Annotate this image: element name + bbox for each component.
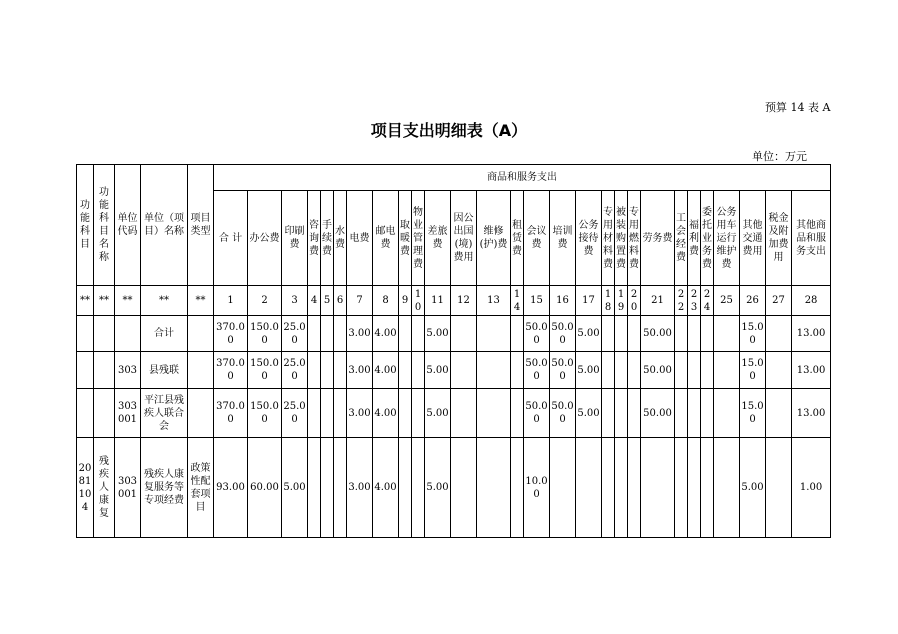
seq-col-19: 19 xyxy=(615,286,628,316)
value-cell-col-7: 3.00 xyxy=(347,352,373,389)
value-cell-col-17: 5.00 xyxy=(576,352,602,389)
seq-col-1: 1 xyxy=(214,286,248,316)
value-cell-col-26: 5.00 xyxy=(740,438,766,538)
header-unit-code: 单位代码 xyxy=(115,165,141,286)
value-cell-col-3: 5.00 xyxy=(282,438,308,538)
value-cell-col-13 xyxy=(477,389,511,438)
value-cell-col-7: 3.00 xyxy=(347,316,373,352)
seq-col-24: 24 xyxy=(701,286,714,316)
header-func-code: 功能科目 xyxy=(77,165,94,286)
value-cell-col-5 xyxy=(321,352,334,389)
column-header-24: 委托业务费 xyxy=(701,191,714,286)
column-header-26: 其他交通费用 xyxy=(740,191,766,286)
page-title: 项目支出明细表（A） xyxy=(370,121,528,140)
value-cell-col-3: 25.00 xyxy=(282,389,308,438)
value-cell-col-18 xyxy=(602,316,615,352)
value-cell-col-26: 15.00 xyxy=(740,389,766,438)
value-cell-col-13 xyxy=(477,316,511,352)
unit-label: 单位：万元 xyxy=(752,150,807,163)
value-cell-col-18 xyxy=(602,389,615,438)
value-cell-col-2: 150.00 xyxy=(248,389,282,438)
value-cell-col-22 xyxy=(675,389,688,438)
value-cell-col-27 xyxy=(766,438,792,538)
func-name-cell xyxy=(94,389,115,438)
value-cell-col-21: 50.00 xyxy=(641,316,675,352)
seq-col-15: 15 xyxy=(524,286,550,316)
value-cell-col-27 xyxy=(766,316,792,352)
column-header-28: 其他商品和服务支出 xyxy=(792,191,831,286)
column-header-7: 电费 xyxy=(347,191,373,286)
unit-code-cell: 303001 xyxy=(115,389,141,438)
value-cell-col-25 xyxy=(714,438,740,538)
column-header-22: 工会经费 xyxy=(675,191,688,286)
value-cell-col-2: 150.00 xyxy=(248,316,282,352)
column-header-10: 物业管理费 xyxy=(412,191,425,286)
value-cell-col-2: 60.00 xyxy=(248,438,282,538)
value-cell-col-6 xyxy=(334,389,347,438)
seq-col-20: 20 xyxy=(628,286,641,316)
column-header-15: 会议费 xyxy=(524,191,550,286)
table-number-label: 预算 14 表 A xyxy=(765,101,831,114)
value-cell-col-12 xyxy=(451,316,477,352)
value-cell-col-28: 1.00 xyxy=(792,438,831,538)
value-cell-col-6 xyxy=(334,352,347,389)
column-header-23: 福利费 xyxy=(688,191,701,286)
value-cell-col-24 xyxy=(701,316,714,352)
value-cell-col-25 xyxy=(714,316,740,352)
value-cell-col-20 xyxy=(628,316,641,352)
project-type-cell xyxy=(188,316,214,352)
column-header-8: 邮电费 xyxy=(373,191,399,286)
unit-name-cell: 合计 xyxy=(141,316,188,352)
seq-left-4: ** xyxy=(141,286,188,316)
value-cell-col-23 xyxy=(688,352,701,389)
project-type-cell: 政策性配套项目 xyxy=(188,438,214,538)
value-cell-col-12 xyxy=(451,352,477,389)
seq-col-12: 12 xyxy=(451,286,477,316)
value-cell-col-1: 370.00 xyxy=(214,316,248,352)
value-cell-col-11: 5.00 xyxy=(425,389,451,438)
value-cell-col-12 xyxy=(451,389,477,438)
column-header-4: 咨询费 xyxy=(308,191,321,286)
seq-col-28: 28 xyxy=(792,286,831,316)
value-cell-col-21 xyxy=(641,438,675,538)
value-cell-col-1: 370.00 xyxy=(214,352,248,389)
value-cell-col-21: 50.00 xyxy=(641,352,675,389)
header-unit-name: 单位（项目）名称 xyxy=(141,165,188,286)
value-cell-col-4 xyxy=(308,316,321,352)
table-row xyxy=(77,316,831,352)
value-cell-col-26: 15.00 xyxy=(740,316,766,352)
seq-col-9: 9 xyxy=(399,286,412,316)
seq-col-8: 8 xyxy=(373,286,399,316)
value-cell-col-24 xyxy=(701,389,714,438)
value-cell-col-23 xyxy=(688,389,701,438)
unit-code-cell: 303 xyxy=(115,352,141,389)
func-code-cell xyxy=(77,389,94,438)
seq-left-3: ** xyxy=(115,286,141,316)
value-cell-col-5 xyxy=(321,438,334,538)
value-cell-col-14 xyxy=(511,438,524,538)
value-cell-col-15: 50.00 xyxy=(524,352,550,389)
column-header-2: 办公费 xyxy=(248,191,282,286)
func-name-cell xyxy=(94,316,115,352)
value-cell-col-28: 13.00 xyxy=(792,316,831,352)
value-cell-col-15: 10.00 xyxy=(524,438,550,538)
column-header-18: 专用材料费 xyxy=(602,191,615,286)
unit-name-cell: 平江县残疾人联合会 xyxy=(141,389,188,438)
func-name-cell xyxy=(94,352,115,389)
header-project-type: 项目类型 xyxy=(188,165,214,286)
value-cell-col-17: 5.00 xyxy=(576,316,602,352)
table-row xyxy=(77,352,831,389)
column-header-13: 维修(护)费 xyxy=(477,191,511,286)
value-cell-col-20 xyxy=(628,352,641,389)
column-header-12: 因公出国(境)费用 xyxy=(451,191,477,286)
value-cell-col-19 xyxy=(615,352,628,389)
seq-left-1: ** xyxy=(77,286,94,316)
column-header-11: 差旅费 xyxy=(425,191,451,286)
func-name-cell: 残疾人康复 xyxy=(94,438,115,538)
value-cell-col-11: 5.00 xyxy=(425,316,451,352)
value-cell-col-1: 370.00 xyxy=(214,389,248,438)
value-cell-col-18 xyxy=(602,438,615,538)
seq-col-7: 7 xyxy=(347,286,373,316)
header-goods-services-group: 商品和服务支出 xyxy=(214,165,831,191)
value-cell-col-27 xyxy=(766,352,792,389)
value-cell-col-15: 50.00 xyxy=(524,389,550,438)
value-cell-col-3: 25.00 xyxy=(282,352,308,389)
func-code-cell xyxy=(77,316,94,352)
expenditure-table xyxy=(76,164,831,538)
value-cell-col-12 xyxy=(451,438,477,538)
value-cell-col-24 xyxy=(701,352,714,389)
value-cell-col-11: 5.00 xyxy=(425,352,451,389)
value-cell-col-23 xyxy=(688,316,701,352)
seq-col-16: 16 xyxy=(550,286,576,316)
value-cell-col-20 xyxy=(628,389,641,438)
value-cell-col-8: 4.00 xyxy=(373,438,399,538)
value-cell-col-6 xyxy=(334,316,347,352)
seq-col-6: 6 xyxy=(334,286,347,316)
seq-col-11: 11 xyxy=(425,286,451,316)
seq-col-22: 22 xyxy=(675,286,688,316)
column-header-5: 手续费 xyxy=(321,191,334,286)
value-cell-col-9 xyxy=(399,316,412,352)
seq-col-18: 18 xyxy=(602,286,615,316)
value-cell-col-14 xyxy=(511,316,524,352)
value-cell-col-17 xyxy=(576,438,602,538)
column-header-9: 取暖费 xyxy=(399,191,412,286)
value-cell-col-14 xyxy=(511,389,524,438)
func-code-cell xyxy=(77,352,94,389)
column-header-25: 公务用车运行维护费 xyxy=(714,191,740,286)
column-header-3: 印刷费 xyxy=(282,191,308,286)
value-cell-col-27 xyxy=(766,389,792,438)
value-cell-col-8: 4.00 xyxy=(373,316,399,352)
column-header-21: 劳务费 xyxy=(641,191,675,286)
value-cell-col-9 xyxy=(399,352,412,389)
value-cell-col-11: 5.00 xyxy=(425,438,451,538)
unit-name-cell: 残疾人康复服务等专项经费 xyxy=(141,438,188,538)
value-cell-col-19 xyxy=(615,438,628,538)
value-cell-col-13 xyxy=(477,352,511,389)
value-cell-col-5 xyxy=(321,389,334,438)
column-header-27: 税金及附加费用 xyxy=(766,191,792,286)
table-row xyxy=(77,438,831,538)
value-cell-col-10 xyxy=(412,352,425,389)
seq-col-21: 21 xyxy=(641,286,675,316)
func-code-cell: 2081104 xyxy=(77,438,94,538)
seq-col-23: 23 xyxy=(688,286,701,316)
value-cell-col-16: 50.00 xyxy=(550,352,576,389)
column-header-1: 合 计 xyxy=(214,191,248,286)
column-header-14: 租赁费 xyxy=(511,191,524,286)
seq-col-5: 5 xyxy=(321,286,334,316)
value-cell-col-28: 13.00 xyxy=(792,389,831,438)
value-cell-col-4 xyxy=(308,438,321,538)
value-cell-col-9 xyxy=(399,438,412,538)
column-header-19: 被装购置费 xyxy=(615,191,628,286)
value-cell-col-14 xyxy=(511,352,524,389)
value-cell-col-8: 4.00 xyxy=(373,389,399,438)
value-cell-col-20 xyxy=(628,438,641,538)
column-header-17: 公务接待费 xyxy=(576,191,602,286)
value-cell-col-9 xyxy=(399,389,412,438)
value-cell-col-16 xyxy=(550,438,576,538)
value-cell-col-10 xyxy=(412,438,425,538)
seq-col-14: 14 xyxy=(511,286,524,316)
value-cell-col-16: 50.00 xyxy=(550,316,576,352)
value-cell-col-19 xyxy=(615,316,628,352)
header-func-name: 功能科目名称 xyxy=(94,165,115,286)
column-header-6: 水费 xyxy=(334,191,347,286)
value-cell-col-10 xyxy=(412,316,425,352)
value-cell-col-19 xyxy=(615,389,628,438)
seq-left-5: ** xyxy=(188,286,214,316)
value-cell-col-8: 4.00 xyxy=(373,352,399,389)
seq-col-27: 27 xyxy=(766,286,792,316)
seq-col-17: 17 xyxy=(576,286,602,316)
value-cell-col-25 xyxy=(714,352,740,389)
seq-col-4: 4 xyxy=(308,286,321,316)
value-cell-col-17: 5.00 xyxy=(576,389,602,438)
value-cell-col-6 xyxy=(334,438,347,538)
value-cell-col-22 xyxy=(675,316,688,352)
value-cell-col-7: 3.00 xyxy=(347,389,373,438)
seq-col-10: 10 xyxy=(412,286,425,316)
value-cell-col-2: 150.00 xyxy=(248,352,282,389)
value-cell-col-22 xyxy=(675,352,688,389)
value-cell-col-4 xyxy=(308,389,321,438)
column-header-20: 专用燃料费 xyxy=(628,191,641,286)
seq-col-13: 13 xyxy=(477,286,511,316)
value-cell-col-1: 93.00 xyxy=(214,438,248,538)
value-cell-col-21: 50.00 xyxy=(641,389,675,438)
value-cell-col-22 xyxy=(675,438,688,538)
project-type-cell xyxy=(188,389,214,438)
value-cell-col-18 xyxy=(602,352,615,389)
table-row xyxy=(77,389,831,438)
seq-col-3: 3 xyxy=(282,286,308,316)
unit-code-cell xyxy=(115,316,141,352)
value-cell-col-16: 50.00 xyxy=(550,389,576,438)
value-cell-col-4 xyxy=(308,352,321,389)
value-cell-col-10 xyxy=(412,389,425,438)
seq-col-2: 2 xyxy=(248,286,282,316)
value-cell-col-24 xyxy=(701,438,714,538)
value-cell-col-26: 15.00 xyxy=(740,352,766,389)
unit-name-cell: 县残联 xyxy=(141,352,188,389)
value-cell-col-25 xyxy=(714,389,740,438)
project-type-cell xyxy=(188,352,214,389)
value-cell-col-13 xyxy=(477,438,511,538)
seq-col-25: 25 xyxy=(714,286,740,316)
value-cell-col-5 xyxy=(321,316,334,352)
column-header-16: 培训费 xyxy=(550,191,576,286)
value-cell-col-7: 3.00 xyxy=(347,438,373,538)
value-cell-col-28: 13.00 xyxy=(792,352,831,389)
unit-code-cell: 303001 xyxy=(115,438,141,538)
seq-col-26: 26 xyxy=(740,286,766,316)
value-cell-col-15: 50.00 xyxy=(524,316,550,352)
value-cell-col-3: 25.00 xyxy=(282,316,308,352)
value-cell-col-23 xyxy=(688,438,701,538)
seq-left-2: ** xyxy=(94,286,115,316)
